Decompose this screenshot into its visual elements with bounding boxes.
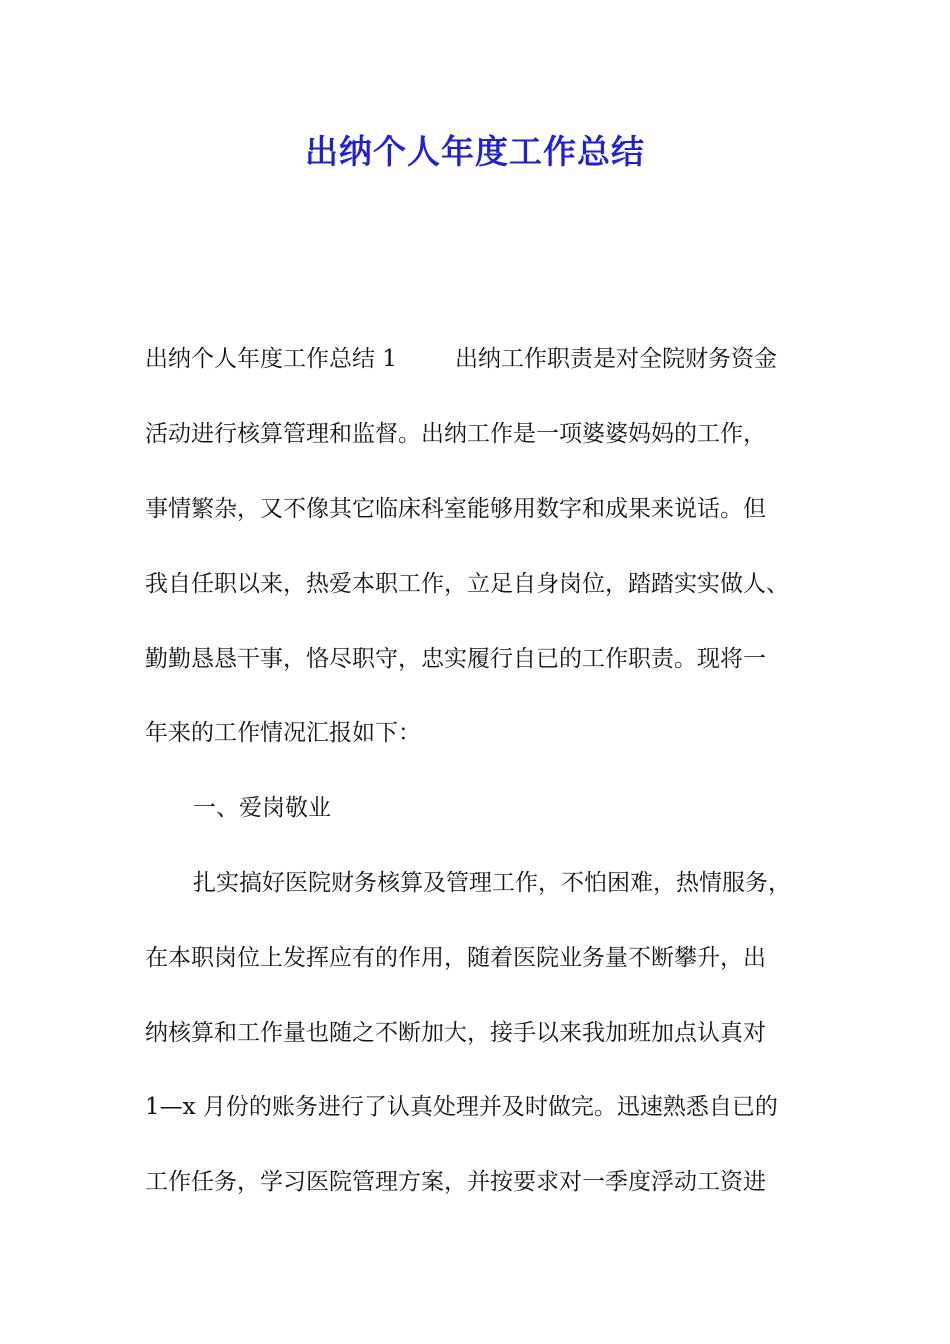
paragraph-text: 出纳工作职责是对全院财务资金 (454, 346, 777, 372)
paragraph-line-3: 事情繁杂，又不像其它临床科室能够用数字和成果来说话。但 (145, 496, 766, 522)
paragraph-line-1 (145, 342, 825, 376)
document-title: 出纳个人年度工作总结 (305, 132, 645, 171)
paragraph-line-2: 活动进行核算管理和监督。出纳工作是一项婆婆妈妈的工作， (145, 421, 766, 447)
paragraph-line-11: 工作任务，学习医院管理方案，并按要求对一季度浮动工资进 (145, 1169, 766, 1195)
paragraph-line-9: 纳核算和工作量也随之不断加大，接手以来我加班加点认真对 (145, 1020, 766, 1046)
section-heading-inline: 出纳个人年度工作总结 1 (145, 346, 397, 372)
paragraph-line-7: 扎实搞好医院财务核算及管理工作，不怕困难，热情服务， (193, 870, 791, 896)
paragraph-line-10: 1—x 月份的账务进行了认真处理并及时做完。迅速熟悉自已的 (145, 1094, 778, 1120)
paragraph-line-4: 我自任职以来，热爱本职工作，立足自身岗位，踏踏实实做人、 (145, 571, 789, 597)
paragraph-line-5: 勤勤恳恳干事，恪尽职守，忠实履行自已的工作职责。现将一 (145, 646, 766, 672)
section-heading: 一、爱岗敬业 (193, 795, 331, 821)
paragraph-line-6: 年来的工作情况汇报如下： (145, 720, 421, 746)
paragraph-line-8: 在本职岗位上发挥应有的作用，随着医院业务量不断攀升，出 (145, 945, 766, 971)
